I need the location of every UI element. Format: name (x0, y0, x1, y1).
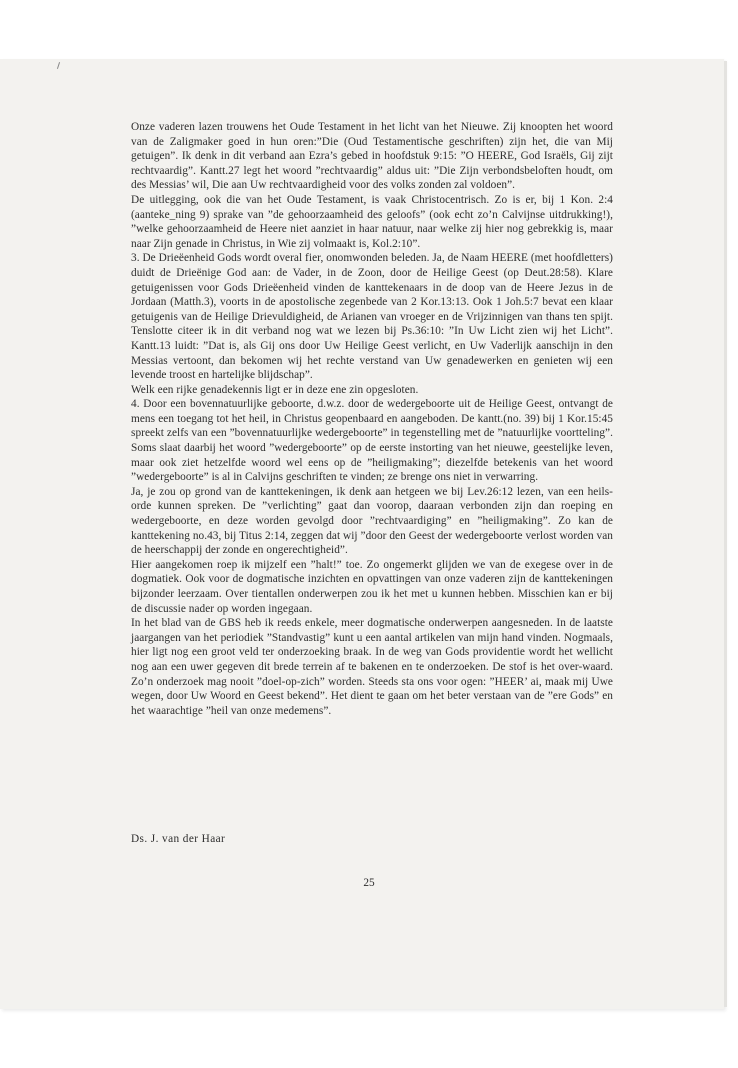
author-signature: Ds. J. van der Haar (131, 833, 226, 845)
paragraph: Ja, je zou op grond van de kanttekeningen, ik denk aan hetgeen we bij Lev.26:12 lezen, van een heils-orde kunnen spreken. De ”verlichting” gaat dan voorop, daaraan verbonden zijn dan roeping en wedergeboorte, en deze worden gevolgd door ”rechtvaardiging” en ”heiligmaking”. Zo kan de kanttekening no.43, bij Titus 2:14, zeggen dat wij ”door den Geest der wedergeboorte verlost worden van de heerschappij der zonde en ongerechtigheid”. (131, 485, 613, 557)
page-edge (724, 61, 727, 1007)
paragraph: In het blad van de GBS heb ik reeds enkele, meer dogmatische onderwerpen aangesneden. In de laatste jaargangen van het periodiek ”Standvastig” kunt u een aantal artikelen van mijn hand vinden. Nogmaals, hier ligt nog een groot veld ter onderzoeking braak. In de weg van Gods providentie wordt het wellicht nog aan een uwer gegeven dit brede terrein af te bakenen en te onderzoeken. De stof is het over-waard. Zo’n onderzoek mag nooit ”doel-op-zich” worden. Steeds sta ons voor ogen: ”HEER’ ai, maak mij Uwe wegen, door Uw Woord en Geest bekend”. Het dient te gaan om het beter verstaan van de ”ere Gods” en het waarachtige ”heil van onze medemens”. (131, 617, 613, 717)
body-text (131, 120, 613, 718)
paragraph: Welk een rijke genadekennis ligt er in deze ene zin opgesloten. (131, 383, 419, 396)
page-number: 25 (363, 877, 375, 889)
paragraph: 4. Door een bovennatuurlijke geboorte, d.w.z. door de wedergeboorte uit de Heilige Geest, ontvangt de mens een toegang tot het heil, in Christus geopenbaard en aangeboden. De kantt.(no. 39) bij 1 Kor.15:45 spreekt zelfs van een ”bovennatuurlijke wedergeboorte” in tegenstelling met de ”natuurlijke voortteling”. Soms slaat daarbij het woord ”wedergeboorte” op de eerste instorting van het nieuwe, geestelijke leven, maar ook ziet hetzelfde woord wel eens op de ”heiligmaking”; diezelfde betekenis van het woord ”wedergeboorte” is al in Calvijns geschriften te vinden; ze brenge ons niet in verwarring. (131, 398, 613, 484)
paragraph: De uitlegging, ook die van het Oude Testament, is vaak Christocentrisch. Zo is er, bij 1 Kon. 2:4 (aanteke_ning 9) sprake van ”de gehoorzaamheid des geloofs” (ook echt zo’n Calvijnse uitdrukking!), ”welke gehoorzaamheid de Heere niet aanziet in haar natuur, naar welke zij hier nog gebrekkig is, maar naar Zijn genade in Christus, in Wie zij volmaakt is, Kol.2:10”. (131, 193, 613, 250)
paragraph: 3. De Drieëenheid Gods wordt overal fier, onomwonden beleden. Ja, de Naam HEERE (met hoofdletters) duidt de Drieënige God aan: de Vader, in de Zoon, door de Heilige Geest (op Deut.28:58). Klare getuigenissen voor Gods Drieëenheid vinden de kanttekenaars in de doop van de Heere Jezus in de Jordaan (Matth.3), voorts in de apostolische zegenbede van 2 Kor.13:13. Ook 1 Joh.5:7 bevat een klaar getuigenis van de Heilige Drievuldigheid, de Arianen van vroeger en de Vrijzinnigen van thans ten spijt. Tenslotte citeer ik in dit verband nog wat we lezen bij Ps.36:10: ”In Uw Licht zien wij het Licht”. Kantt.13 luidt: ”Dat is, als Gij ons door Uw Heilige Geest verlicht, en Uw Vaderlijk aanschijn in den Messias vertoont, dan bekomen wij het rechte verstand van Uw genadewerken en genieten wij een levende troost en hartelijke blijdschap”. (131, 252, 613, 382)
paragraph: Hier aangekomen roep ik mijzelf een ”halt!” toe. Zo ongemerkt glijden we van de exegese over in de dogmatiek. Ook voor de dogmatische inzichten en opvattingen van onze vaderen zijn de kanttekeningen bijzonder leerzaam. Over tientallen onderwerpen zou ik het met u kunnen hebben. Misschien kan er bij de discussie nader op worden ingegaan. (131, 558, 613, 615)
paragraph: Onze vaderen lazen trouwens het Oude Testament in het licht van het Nieuwe. Zij knoopten het woord van de Zaligmaker goed in hun oren:”Die (Oud Testamentische geschriften) zijn het, die van Mij getuigen”. Ik denk in dit verband aan Ezra’s gebed in hoofdstuk 9:15: ”O HEERE, God Israëls, Gij zijt rechtvaardig”. Kantt.27 legt het woord ”rechtvaardig” aldus uit: ”Die Zijn verbondsbeloften houdt, om des Messias’ wil, Die aan Uw rechtvaardigheid voor des volks zonden zal voldoen”. (131, 121, 613, 192)
